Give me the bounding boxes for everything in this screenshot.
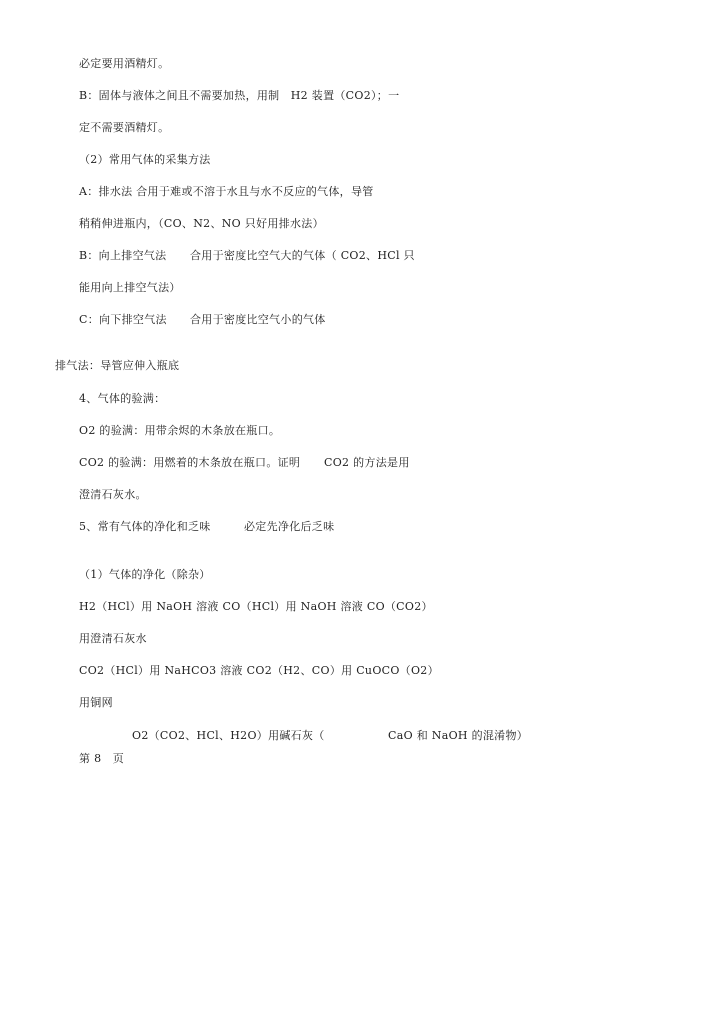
text-line-18: 用澄清石灰水 xyxy=(79,632,147,645)
text-line-13a: CO2 的验满：用燃着的木条放在瓶口。证明 xyxy=(79,456,301,469)
text-line-8: 能用向上排空气法） xyxy=(79,281,181,294)
text-line-4: （2）常用气体的采集方法 xyxy=(79,153,211,166)
text-line-2: B：固体与液体之间且不需要加热，用制 H2 装置（CO2）；一 xyxy=(79,89,400,102)
page-number: 第 8 页 xyxy=(79,752,124,765)
text-line-21a: O2（CO2、HCl、H2O）用碱石灰（ xyxy=(132,729,325,742)
text-line-20: 用铜网 xyxy=(79,696,113,709)
text-line-15a: 5、常有气体的净化和乏味 xyxy=(79,520,211,533)
text-line-1: 必定要用酒精灯。 xyxy=(79,57,170,70)
text-line-6: 稍稍伸进瓶内，（CO、N2、NO 只好用排水法） xyxy=(79,217,324,230)
text-line-21b: CaO 和 NaOH 的混淆物） xyxy=(388,729,529,742)
text-line-3: 定不需要酒精灯。 xyxy=(79,121,170,134)
text-line-5: A：排水法 合用于难或不溶于水且与水不反应的气体，导管 xyxy=(79,185,374,198)
text-line-19: CO2（HCl）用 NaHCO3 溶液 CO2（H2、CO）用 CuOCO（O2） xyxy=(79,664,439,677)
text-line-9b: 合用于密度比空气小的气体 xyxy=(190,313,326,326)
text-line-17: H2（HCl）用 NaOH 溶液 CO（HCl）用 NaOH 溶液 CO（CO2） xyxy=(79,600,433,613)
text-line-9a: C：向下排空气法 xyxy=(79,313,167,326)
text-line-10: 排气法：导管应伸入瓶底 xyxy=(55,359,180,372)
text-line-12: O2 的验满：用带余烬的木条放在瓶口。 xyxy=(79,424,281,437)
text-line-11: 4、气体的验满： xyxy=(79,392,166,405)
text-line-13b: CO2 的方法是用 xyxy=(324,456,410,469)
text-line-15b: 必定先净化后乏味 xyxy=(244,520,335,533)
text-line-16: （1）气体的净化（除杂） xyxy=(79,568,211,581)
text-line-14: 澄清石灰水。 xyxy=(79,488,147,501)
text-line-7a: B：向上排空气法 xyxy=(79,249,167,262)
text-line-7b: 合用于密度比空气大的气体（ CO2、HCl 只 xyxy=(190,249,415,262)
